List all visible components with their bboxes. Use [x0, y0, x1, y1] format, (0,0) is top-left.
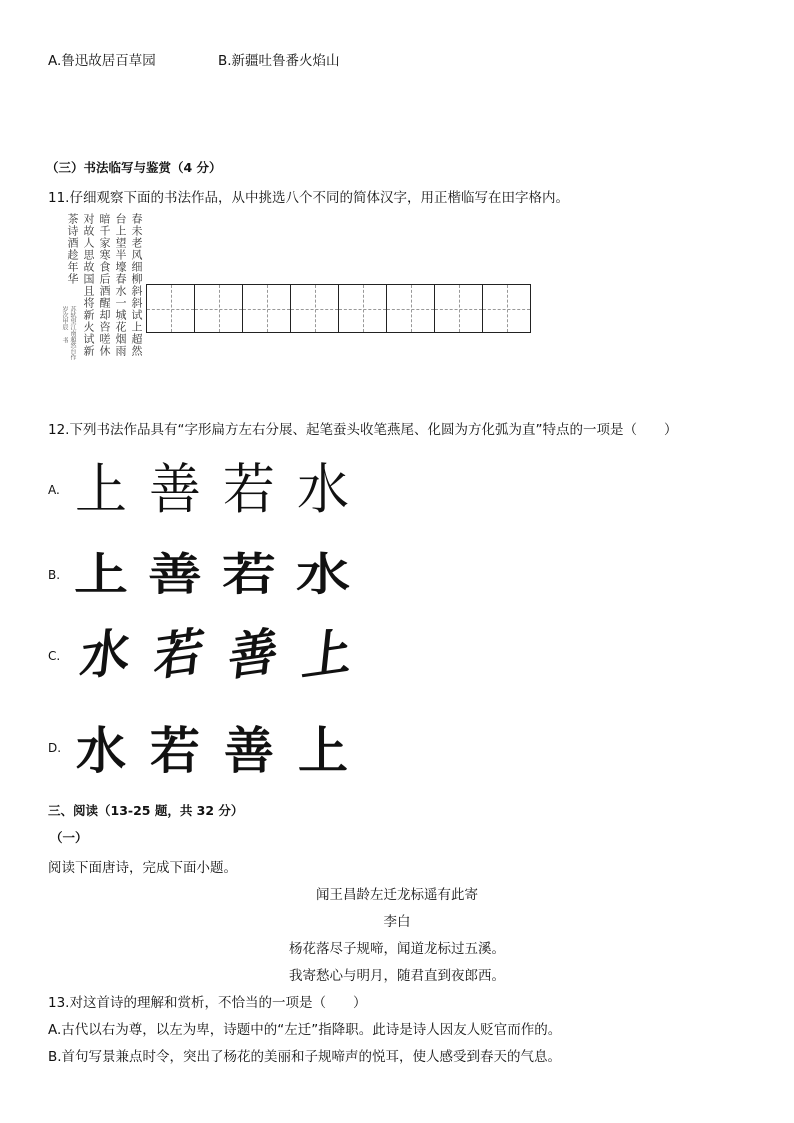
calligraphy-signature: 苏轼望江南超然台作: [69, 306, 76, 360]
section-part: （一）: [50, 830, 88, 845]
question-13-stem: 13.对这首诗的理解和赏析，不恰当的一项是（ ）: [48, 995, 367, 1011]
poem-title: 闻王昌龄左迁龙标遥有此寄: [316, 887, 478, 903]
calligraphy-char: 上: [74, 549, 128, 601]
grid-cell[interactable]: [146, 284, 195, 333]
calligraphy-column: 暗千家寒食后酒醒却咨嗟休: [98, 213, 111, 357]
calligraphy-char: 水: [296, 549, 350, 601]
option-b: B.新疆吐鲁番火焰山: [218, 53, 340, 69]
calligraphy-char: 水: [76, 722, 126, 780]
question-13-option-b: B.首句写景兼点时令，突出了杨花的美丽和子规啼声的悦耳，使人感受到春天的气息。: [48, 1049, 562, 1065]
option-label: B.: [48, 568, 61, 582]
grid-cell[interactable]: [194, 284, 243, 333]
grid-cell[interactable]: [434, 284, 483, 333]
calligraphy-signature: 岁次甲辰 书: [61, 306, 68, 343]
reading-intro: 阅读下面唐诗，完成下面小题。: [48, 860, 237, 876]
calligraphy-char: 若: [222, 549, 276, 601]
calligraphy-char: 善: [148, 549, 202, 601]
calligraphy-char: 若: [222, 458, 275, 522]
calligraphy-char: 善: [220, 621, 278, 688]
grid-cell[interactable]: [386, 284, 435, 333]
calligraphy-sample-a: [66, 455, 362, 525]
calligraphy-column: 春未老风细柳斜斜试上超然: [130, 213, 143, 357]
calligraphy-char: 若: [150, 722, 200, 780]
calligraphy-char: 善: [148, 458, 201, 522]
grid-cell[interactable]: [290, 284, 339, 333]
calligraphy-char: 上: [294, 621, 352, 688]
question-12-stem: 12.下列书法作品具有“字形扁方左右分展、起笔蚕头收笔燕尾、化圆为方化弧为直”特点的一项是（ ）: [48, 422, 678, 438]
question-13-option-a: A.古代以右为尊，以左为卑，诗题中的“左迁”指降职。此诗是诗人因友人贬官而作的。: [48, 1022, 562, 1038]
calligraphy-sample-d: [66, 716, 362, 786]
section-heading-reading: 三、阅读（13-25 题，共 32 分）: [48, 803, 244, 818]
calligraphy-artwork: [60, 213, 144, 385]
section-heading-calligraphy: （三）书法临写与鉴赏（4 分）: [46, 160, 222, 175]
option-a: A.鲁迅故居百草园: [48, 53, 156, 69]
tian-zi-ge-grid: [146, 284, 530, 333]
calligraphy-char: 水: [296, 458, 349, 522]
option-label: D.: [48, 741, 62, 755]
calligraphy-column: 台上望半壕春水一城花烟雨: [114, 213, 127, 357]
calligraphy-char: 上: [298, 722, 348, 780]
calligraphy-char: 上: [74, 458, 127, 522]
question-11-stem: 11.仔细观察下面的书法作品，从中挑选八个不同的简体汉字，用正楷临写在田字格内。: [48, 190, 569, 206]
calligraphy-sample-b: [66, 540, 362, 610]
poem-author: 李白: [383, 914, 411, 930]
calligraphy-char: 若: [146, 621, 204, 688]
calligraphy-char: 水: [72, 621, 130, 688]
poem-line: 我寄愁心与明月，随君直到夜郎西。: [289, 968, 505, 984]
calligraphy-char: 善: [224, 722, 274, 780]
grid-cell[interactable]: [242, 284, 291, 333]
grid-cell[interactable]: [338, 284, 387, 333]
calligraphy-column: 茶诗酒趁年华: [66, 213, 79, 285]
option-label: A.: [48, 483, 60, 497]
grid-cell[interactable]: [482, 284, 531, 333]
option-label: C.: [48, 649, 61, 663]
calligraphy-column: 对故人思故国且将新火试新: [82, 213, 95, 357]
calligraphy-sample-c: [66, 620, 362, 690]
poem-line: 杨花落尽子规啼，闻道龙标过五溪。: [289, 941, 505, 957]
